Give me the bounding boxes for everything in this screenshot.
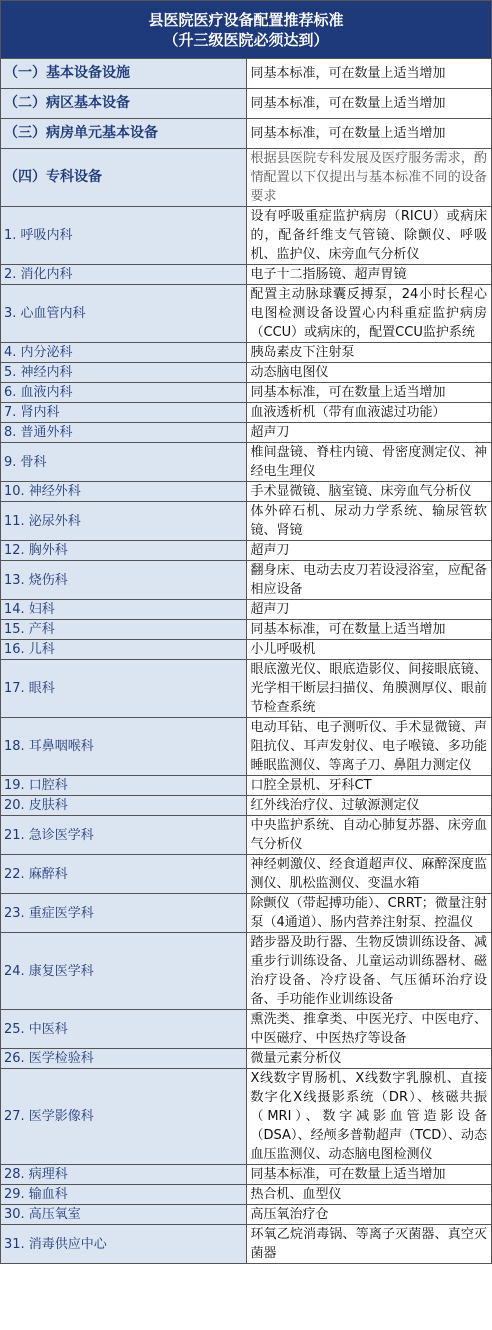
table-row [1,285,492,343]
equipment-cell: 口腔全景机、牙科CT [246,776,492,796]
equipment-cell: 熏洗类、推拿类、中医光疗、中医电疗、中医磁疗、中医热疗等设备 [246,1010,492,1049]
equipment-cell: 除颤仪（带起搏功能）、CRRT；微量注射泵（4通道）、肠内营养注射泵、控温仪 [246,894,492,933]
department-cell: 18. 耳鼻咽喉科 [1,718,247,776]
table-row [1,207,492,265]
equipment-cell: 电子十二指肠镜、超声胃镜 [246,265,492,285]
department-cell: （三）病房单元基本设备 [1,119,247,149]
department-cell: 30. 高压氧室 [1,1205,247,1225]
table-row [1,482,492,502]
table-row [1,423,492,443]
equipment-cell: 设有呼吸重症监护病房（RICU）或病床的，配备纤维支气管镜、除颤仪、呼吸机、监护仪、床旁血气分析仪 [246,207,492,265]
equipment-cell: 超声刀 [246,423,492,443]
department-cell: 26. 医学检验科 [1,1049,247,1069]
title-line-1: 县医院医疗设备配置推荐标准 [148,10,344,29]
table-row [1,443,492,482]
equipment-cell: 动态脑电图仪 [246,363,492,383]
department-cell: 10. 神经外科 [1,482,247,502]
equipment-cell: 配置主动脉球囊反搏泵，24小时长程心电图检测设备设置心内科重症监护病房（CCU）或病床的，配置CCU监护系统 [246,285,492,343]
department-cell: 7. 肾内科 [1,403,247,423]
department-cell: 9. 骨科 [1,443,247,482]
department-cell: 12. 胸外科 [1,541,247,561]
table-row [1,89,492,119]
department-cell: 5. 神经内科 [1,363,247,383]
table-row [1,1049,492,1069]
table-row [1,933,492,1010]
equipment-cell: 同基本标准，可在数量上适当增加 [246,1165,492,1185]
table-row [1,1205,492,1225]
department-cell: 25. 中医科 [1,1010,247,1049]
table-row [1,600,492,620]
equipment-cell: 红外线治疗仪、过敏源测定仪 [246,796,492,816]
equipment-cell: 超声刀 [246,600,492,620]
equipment-cell: X线数字胃肠机、X线数字乳腺机、直接数字化X线摄影系统（DR）、核磁共振（MRI）、数字减影血管造影设备（DSA）、经颅多普勒超声（TCD）、动态血压监测仪、动态脑电图检测仪 [246,1069,492,1165]
equipment-cell: 手术显微镜、脑室镜、床旁血气分析仪 [246,482,492,502]
table-row [1,59,492,89]
department-cell: 6. 血液内科 [1,383,247,403]
table-row [1,265,492,285]
department-cell: 8. 普通外科 [1,423,247,443]
department-cell: 14. 妇科 [1,600,247,620]
department-cell: 20. 皮肤科 [1,796,247,816]
equipment-cell: 电动耳钻、电子测听仪、手术显微镜、声阻抗仪、耳声发射仪、电子喉镜、多功能睡眠监测仪、等离子刀、鼻阻力测定仪 [246,718,492,776]
equipment-cell: 同基本标准，可在数量上适当增加 [246,620,492,640]
equipment-cell: 同基本标准，可在数量上适当增加 [246,119,492,149]
department-cell: （二）病区基本设备 [1,89,247,119]
table-row [1,149,492,207]
equipment-cell: 中央监护系统、自动心肺复苏器、床旁血气分析仪 [246,816,492,855]
equipment-cell: 同基本标准，可在数量上适当增加 [246,89,492,119]
title-row [1,1,492,59]
table-row [1,718,492,776]
department-cell: 21. 急诊医学科 [1,816,247,855]
equipment-cell: 微量元素分析仪 [246,1049,492,1069]
table-row [1,403,492,423]
department-cell: 23. 重症医学科 [1,894,247,933]
equipment-cell: 同基本标准，可在数量上适当增加 [246,383,492,403]
table-row [1,541,492,561]
table-row [1,383,492,403]
table-row [1,502,492,541]
table-body [1,59,492,1264]
equipment-cell: 神经刺激仪、经食道超声仪、麻醉深度监测仪、肌松监测仪、变温水箱 [246,855,492,894]
table-row [1,855,492,894]
table-row [1,1185,492,1205]
department-cell: 1. 呼吸内科 [1,207,247,265]
table-row [1,119,492,149]
equipment-cell: 眼底激光仪、眼底造影仪、间接眼底镜、光学相干断层扫描仪、角膜测厚仪、眼前节检查系统 [246,660,492,718]
table-row [1,816,492,855]
table-row [1,1165,492,1185]
table-row [1,363,492,383]
department-cell: 29. 输血科 [1,1185,247,1205]
equipment-cell: 热合机、血型仪 [246,1185,492,1205]
equipment-cell: 体外碎石机、尿动力学系统、输尿管软镜、肾镜 [246,502,492,541]
equipment-cell: 高压氧治疗仓 [246,1205,492,1225]
department-cell: 22. 麻醉科 [1,855,247,894]
equipment-cell: 踏步器及助行器、生物反馈训练设备、减重步行训练设备、儿童运动训练器材、磁治疗设备、冷疗设备、气压循环治疗设备、手功能作业训练设备 [246,933,492,1010]
table-row [1,796,492,816]
department-cell: 31. 消毒供应中心 [1,1225,247,1264]
department-cell: 11. 泌尿外科 [1,502,247,541]
equipment-cell: 同基本标准，可在数量上适当增加 [246,59,492,89]
equipment-cell: 根据县医院专科发展及医疗服务需求，酌情配置以下仅提出与基本标准不同的设备要求 [246,149,492,207]
department-cell: 4. 内分泌科 [1,343,247,363]
department-cell: （一）基本设备设施 [1,59,247,89]
department-cell: 13. 烧伤科 [1,561,247,600]
department-cell: 16. 儿科 [1,640,247,660]
table-row [1,1225,492,1264]
table-row [1,343,492,363]
table-title [1,1,492,59]
table-row [1,640,492,660]
department-cell: 24. 康复医学科 [1,933,247,1010]
table-row [1,561,492,600]
table-row [1,620,492,640]
department-cell: （四）专科设备 [1,149,247,207]
department-cell: 28. 病理科 [1,1165,247,1185]
table-row [1,1010,492,1049]
table-row [1,776,492,796]
department-cell: 2. 消化内科 [1,265,247,285]
table-row [1,894,492,933]
equipment-cell: 翻身床、电动去皮刀若设浸浴室，应配备相应设备 [246,561,492,600]
title-line-2: （升三级医院必须达到） [163,30,329,49]
equipment-cell: 超声刀 [246,541,492,561]
table-row [1,660,492,718]
department-cell: 3. 心血管内科 [1,285,247,343]
equipment-cell: 胰岛素皮下注射泵 [246,343,492,363]
equipment-cell: 血液透析机（带有血液滤过功能） [246,403,492,423]
equipment-cell: 椎间盘镜、脊柱内镜、骨密度测定仪、神经电生理仪 [246,443,492,482]
equipment-cell: 小儿呼吸机 [246,640,492,660]
department-cell: 19. 口腔科 [1,776,247,796]
department-cell: 15. 产科 [1,620,247,640]
equipment-cell: 环氧乙烷消毒锅、等离子灭菌器、真空灭菌器 [246,1225,492,1264]
table-row [1,1069,492,1165]
department-cell: 27. 医学影像科 [1,1069,247,1165]
department-cell: 17. 眼科 [1,660,247,718]
